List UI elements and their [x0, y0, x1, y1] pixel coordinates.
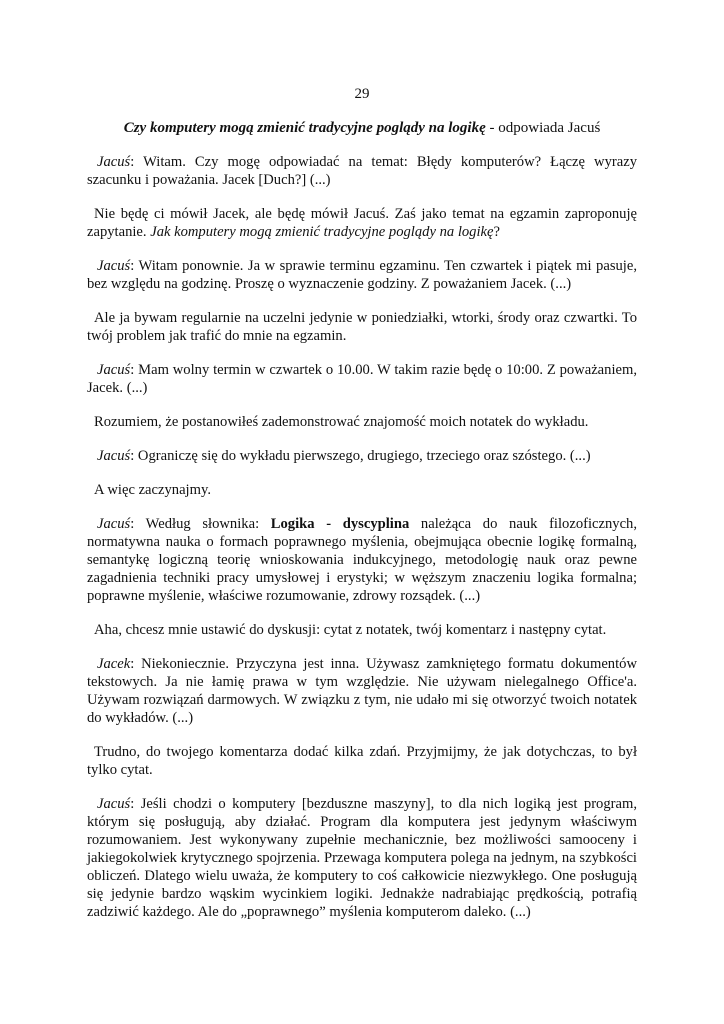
paragraph-bold: Logika - dyscyplina	[270, 516, 410, 532]
page-number: 29	[354, 86, 370, 102]
speaker-name: Jacuś	[97, 516, 131, 532]
paragraph-text: : Mam wolny termin w czwartek o 10.00. W takim razie będę o 10:00. Z poważaniem, Jacek. (...)	[87, 362, 637, 396]
paragraph	[87, 153, 637, 189]
paragraph-emphasis: Jak komputery mogą zmienić tradycyjne poglądy na logikę	[150, 224, 494, 240]
paragraph-text: Aha, chcesz mnie ustawić do dyskusji: cytat z notatek, twój komentarz i następny cytat.	[94, 622, 607, 638]
page-title	[87, 120, 637, 137]
paragraph	[87, 743, 637, 779]
title-italic: Czy komputery mogą zmienić tradycyjne poglądy na logikę	[123, 120, 486, 136]
paragraph-text: : Witam ponownie. Ja w sprawie terminu egzaminu. Ten czwartek i piątek mi pasuje, bez względu na godzinę. Proszę o wyznaczenie godziny. Z poważaniem Jacek. (...)	[87, 258, 637, 292]
paragraph-text: Ale ja bywam regularnie na uczelni jedynie w poniedziałki, wtorki, środy oraz czwartki. To twój problem jak trafić do mnie na egzamin.	[87, 310, 637, 344]
paragraph	[87, 481, 637, 499]
paragraph-text: A więc zaczynajmy.	[94, 482, 211, 498]
paragraph-text: należąca do nauk filozoficznych, normatywna nauka o formach poprawnego myślenia, obejmująca obecnie logikę formalną, semantykę logiczną teorię wnioskowania indukcyjnego, metodologię nauk oraz pewne zagadnienia techniki pracy umysłowej i erystyki; w węższym znaczeniu logika formalna; poprawne myślenie, właściwe rozumowanie, zdrowy rozsądek. (...)	[87, 516, 637, 604]
speaker-name: Jacuś	[97, 448, 131, 464]
paragraph-text: : Według słownika:	[130, 516, 271, 532]
paragraph	[87, 655, 637, 727]
paragraph	[87, 205, 637, 241]
title-rest: - odpowiada Jacuś	[485, 120, 601, 136]
paragraph-text: ?	[493, 224, 500, 240]
paragraph	[87, 621, 637, 639]
document-body	[87, 153, 637, 937]
paragraph	[87, 413, 637, 431]
paragraph	[87, 447, 637, 465]
paragraph-text: Nie będę ci mówił Jacek, ale będę mówił Jacuś. Zaś jako temat na egzamin zaproponuję zapytanie.	[87, 206, 637, 240]
paragraph	[87, 515, 637, 605]
paragraph-text: : Witam. Czy mogę odpowiadać na temat: Błędy komputerów? Łączę wyrazy szacunku i poważania. Jacek [Duch?] (...)	[87, 154, 637, 188]
paragraph	[87, 361, 637, 397]
paragraph	[87, 795, 637, 921]
speaker-name: Jacuś	[97, 154, 131, 170]
speaker-name: Jacuś	[97, 258, 131, 274]
speaker-name: Jacuś	[97, 362, 131, 378]
paragraph-text: : Niekoniecznie. Przyczyna jest inna. Używasz zamkniętego formatu dokumentów tekstowych. Ja nie łamię prawa w tym względzie. Nie używam nielegalnego Office'a. Używam rozwiązań darmowych. W związku z tym, nie udało mi się otworzyć twoich notatek do wykładów. (...)	[87, 656, 637, 726]
speaker-name: Jacek	[97, 656, 131, 672]
speaker-name: Jacuś	[97, 796, 131, 812]
paragraph	[87, 257, 637, 293]
paragraph-text: : Jeśli chodzi o komputery [bezduszne maszyny], to dla nich logiką jest program, którym się posługują, aby działać. Program dla komputera jest jedynym właściwym rozumowaniem. Jest wykonywany zupełnie mechanicznie, bez możliwości samooceny i jakiegokolwiek krytycznego spojrzenia. Przewaga komputera polega na jednym, na szybkości obliczeń. Dlatego wielu uważa, że komputery to coś całkowicie niezwykłego. One posługują się jedynie bardzo wąskim wycinkiem logiki. Jednakże nadrabiając prędkością, potrafią zadziwić każdego. Ale do „poprawnego” myślenia komputerom daleko. (...)	[87, 796, 637, 920]
paragraph	[87, 309, 637, 345]
paragraph-text: Trudno, do twojego komentarza dodać kilka zdań. Przyjmijmy, że jak dotychczas, to był tylko cytat.	[87, 744, 637, 778]
paragraph-text: Rozumiem, że postanowiłeś zademonstrować znajomość moich notatek do wykładu.	[94, 414, 589, 430]
paragraph-text: : Ograniczę się do wykładu pierwszego, drugiego, trzeciego oraz szóstego. (...)	[130, 448, 591, 464]
